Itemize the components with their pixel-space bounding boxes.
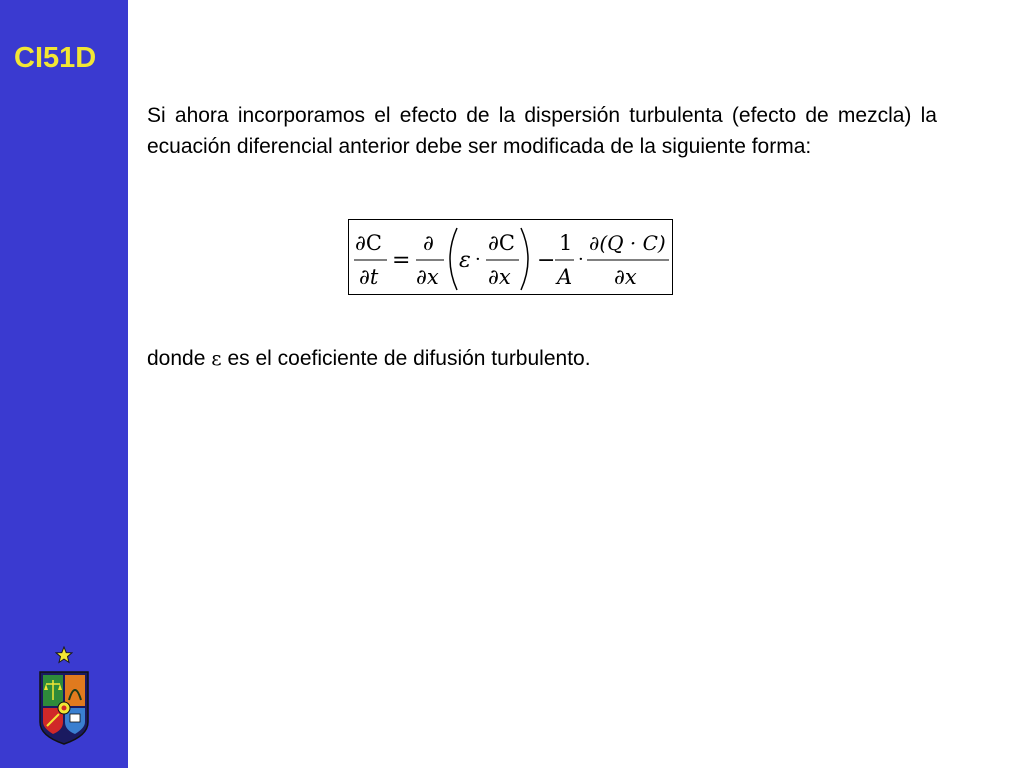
note-symbol: ε	[211, 346, 222, 370]
university-crest-icon	[36, 670, 92, 746]
eq-minus: −	[537, 248, 556, 273]
eq-flux-num: ∂(Q · C)	[589, 231, 666, 255]
note-prefix: donde	[147, 347, 206, 370]
eq-dot-1: ·	[475, 249, 481, 270]
eq-d-num: ∂	[423, 231, 434, 255]
equation	[349, 220, 674, 296]
eq-one: 1	[559, 231, 573, 255]
eq-dot-2: ·	[578, 249, 584, 270]
eq-equals: =	[392, 248, 411, 273]
definition-note	[147, 343, 591, 374]
eq-inner-den: ∂x	[488, 265, 511, 289]
eq-area: A	[557, 265, 573, 289]
eq-epsilon: ε	[459, 248, 471, 273]
sidebar	[0, 0, 128, 768]
slide-paragraph: Si ahora incorporamos el efecto de la dispersión turbulenta (efecto de mezcla) la ecuación diferencial anterior debe ser modificada de la siguiente forma:	[147, 104, 937, 158]
eq-lhs-den: ∂t	[359, 265, 379, 289]
star-icon	[55, 646, 73, 664]
note-suffix: es el coeficiente de difusión turbulento.	[227, 347, 591, 370]
eq-flux-den: ∂x	[614, 265, 637, 289]
eq-lhs-num: ∂C	[355, 231, 382, 255]
eq-inner-num: ∂C	[488, 231, 515, 255]
equation-box	[348, 219, 673, 295]
course-code: CI51D	[14, 42, 97, 74]
eq-d-den: ∂x	[416, 265, 439, 289]
